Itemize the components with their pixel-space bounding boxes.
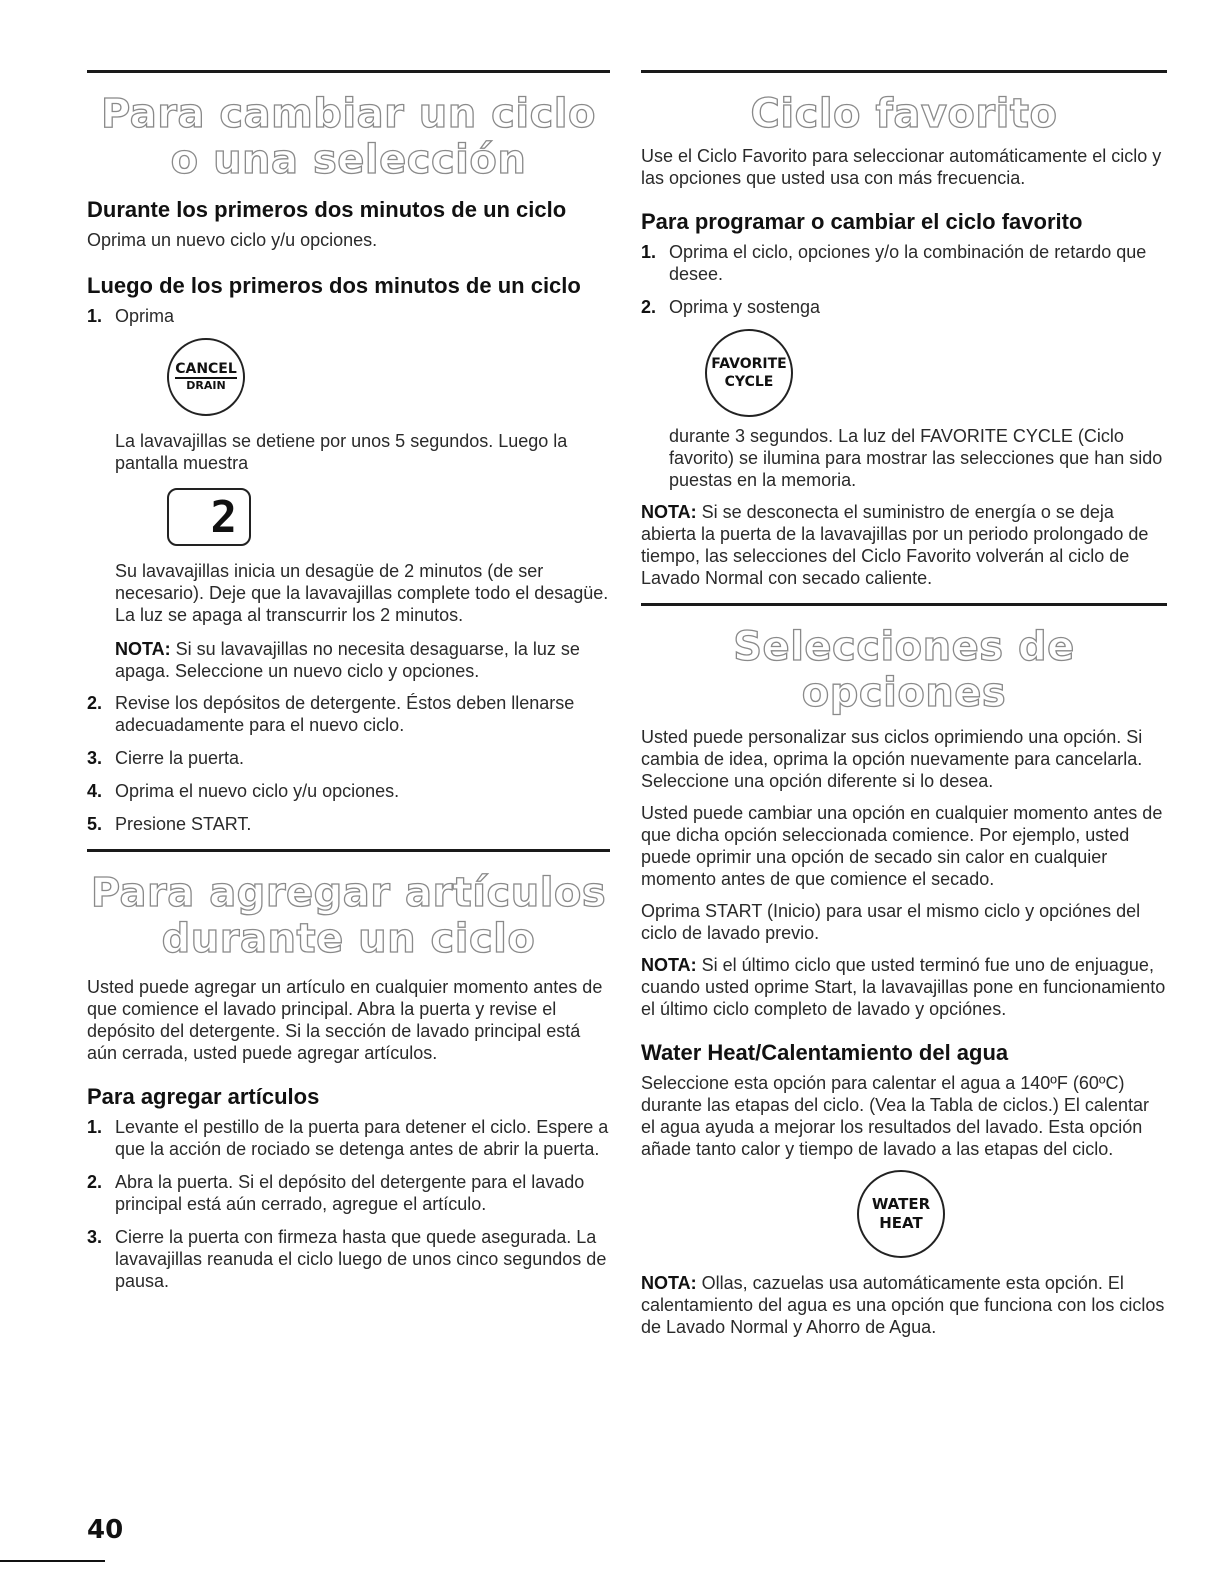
left-column — [87, 70, 610, 1303]
list-item: 2. Oprima y sostenga — [641, 297, 821, 317]
drain-text: Su lavavajillas inicia un desagüe de 2 minutos (de ser necesario). Deje que la lavavajillas complete todo el desagüe. La luz se apaga al transcurrir los 2 minutos. — [115, 561, 609, 625]
favorite-steps — [641, 241, 1167, 318]
heading-program-favorite: Para programar o cambiar el ciclo favorito — [641, 209, 1083, 234]
list-item: 2. Revise los depósitos de detergente. Éstos deben llenarse adecuadamente para el nuevo ciclo. — [87, 693, 575, 735]
heading-water-heat: Water Heat/Calentamiento del agua — [641, 1040, 1009, 1065]
options-p1: Usted puede personalizar sus ciclos oprimiendo una opción. Si cambia de idea, oprima la opción nuevamente para cancelarla. Seleccione una opción diferente si lo desea. — [641, 727, 1143, 791]
section-title-change-cycle: Para cambiar un ciclo o una selección — [101, 91, 596, 183]
list-item: 1. Oprima el ciclo, opciones y/o la combinación de retardo que desee. — [641, 242, 1147, 284]
add-items-intro: Usted puede agregar un artículo en cualquier momento antes de que comience el lavado principal. Abra la puerta y revise el depósito del detergente. Si la sección de lavado principal está aún cerrada, usted puede agregar artículos. — [87, 977, 603, 1063]
options-p3: Oprima START (Inicio) para usar el mismo ciclo y opciónes del ciclo de lavado previo. — [641, 901, 1141, 943]
water-heat-note: NOTA: Ollas, cazuelas usa automáticamente esta opción. El calentamiento del agua es una opción que funciona con los ciclos de Lavado Normal y Ahorro de Agua. — [641, 1273, 1165, 1337]
during-text: Oprima un nuevo ciclo y/u opciones. — [87, 230, 378, 250]
favorite-cycle-button-icon: FAVORITE CYCLE — [705, 329, 793, 417]
bottom-rule — [0, 1560, 105, 1562]
heading-during-first-minutes: Durante los primeros dos minutos de un ciclo — [87, 197, 567, 222]
section-title-favorite: Ciclo favorito — [750, 91, 1058, 137]
section-divider — [87, 70, 610, 73]
options-p2: Usted puede cambiar una opción en cualquier momento antes de que dicha opción seleccionada comience. Por ejemplo, usted puede oprimir una opción de secado sin calor en cualquier momento antes de que comience el secado. — [641, 803, 1163, 889]
list-item: 2. Abra la puerta. Si el depósito del detergente para el lavado principal está aún cerrado, agregue el artículo. — [87, 1172, 585, 1214]
heading-add-items: Para agregar artículos — [87, 1084, 320, 1109]
change-cycle-more-steps — [87, 692, 610, 835]
section-divider — [641, 603, 1167, 606]
list-item: 1. Oprima — [87, 306, 175, 326]
favorite-hold-text: durante 3 segundos. La luz del FAVORITE CYCLE (Ciclo favorito) se ilumina para mostrar las selecciones que han sido puestas en la memoria. — [669, 426, 1163, 490]
note-drain: NOTA: Si su lavavajillas no necesita desaguarse, la luz se apaga. Seleccione un nuevo ciclo y opciones. — [115, 639, 580, 681]
add-items-steps — [87, 1116, 610, 1292]
list-item: 5. Presione START. — [87, 814, 252, 834]
right-column — [641, 70, 1167, 1348]
page-number: 40 — [87, 1515, 124, 1545]
water-heat-text: Seleccione esta opción para calentar el agua a 140ºF (60ºC) durante las etapas del ciclo. (Vea la Tabla de ciclos.) El calentar el agua ayuda a mejorar los resultados del lavado. Esta opción añade tanto calor y tiempo de lavado a las etapas del ciclo. — [641, 1073, 1149, 1159]
list-item: 1. Levante el pestillo de la puerta para detener el ciclo. Espere a que la acción de rociado se detenga antes de abrir la puerta. — [87, 1117, 609, 1159]
section-divider — [641, 70, 1167, 73]
change-cycle-steps — [87, 305, 610, 327]
display-icon: 2 — [167, 488, 251, 546]
stop-text: La lavavajillas se detiene por unos 5 segundos. Luego la pantalla muestra — [115, 431, 568, 473]
cancel-drain-button-icon: CANCEL DRAIN — [167, 338, 245, 416]
section-title-options: Selecciones de opciones — [733, 624, 1075, 716]
list-item: 3. Cierre la puerta. — [87, 748, 245, 768]
favorite-intro: Use el Ciclo Favorito para seleccionar automáticamente el ciclo y las opciones que usted usa con más frecuencia. — [641, 146, 1162, 188]
favorite-note: NOTA: Si se desconecta el suministro de energía o se deja abierta la puerta de la lavavajillas por un periodo prolongado de tiempo, las selecciones del Ciclo Favorito volverán al ciclo de Lavado Normal con secado caliente. — [641, 502, 1149, 588]
section-divider — [87, 849, 610, 852]
list-item: 3. Cierre la puerta con firmeza hasta que quede asegurada. La lavavajillas reanuda el ciclo luego de unos cinco segundos de pausa. — [87, 1227, 607, 1291]
water-heat-button-icon: WATER HEAT — [857, 1170, 945, 1258]
options-note: NOTA: Si el último ciclo que usted terminó fue uno de enjuague, cuando usted oprime Start, la lavavajillas pone en funcionamiento el último ciclo completo de lavado y opciónes. — [641, 955, 1166, 1019]
list-item: 4. Oprima el nuevo ciclo y/u opciones. — [87, 781, 400, 801]
section-title-add-items: Para agregar artículos durante un ciclo — [90, 870, 607, 962]
heading-after-first-minutes: Luego de los primeros dos minutos de un ciclo — [87, 273, 581, 298]
